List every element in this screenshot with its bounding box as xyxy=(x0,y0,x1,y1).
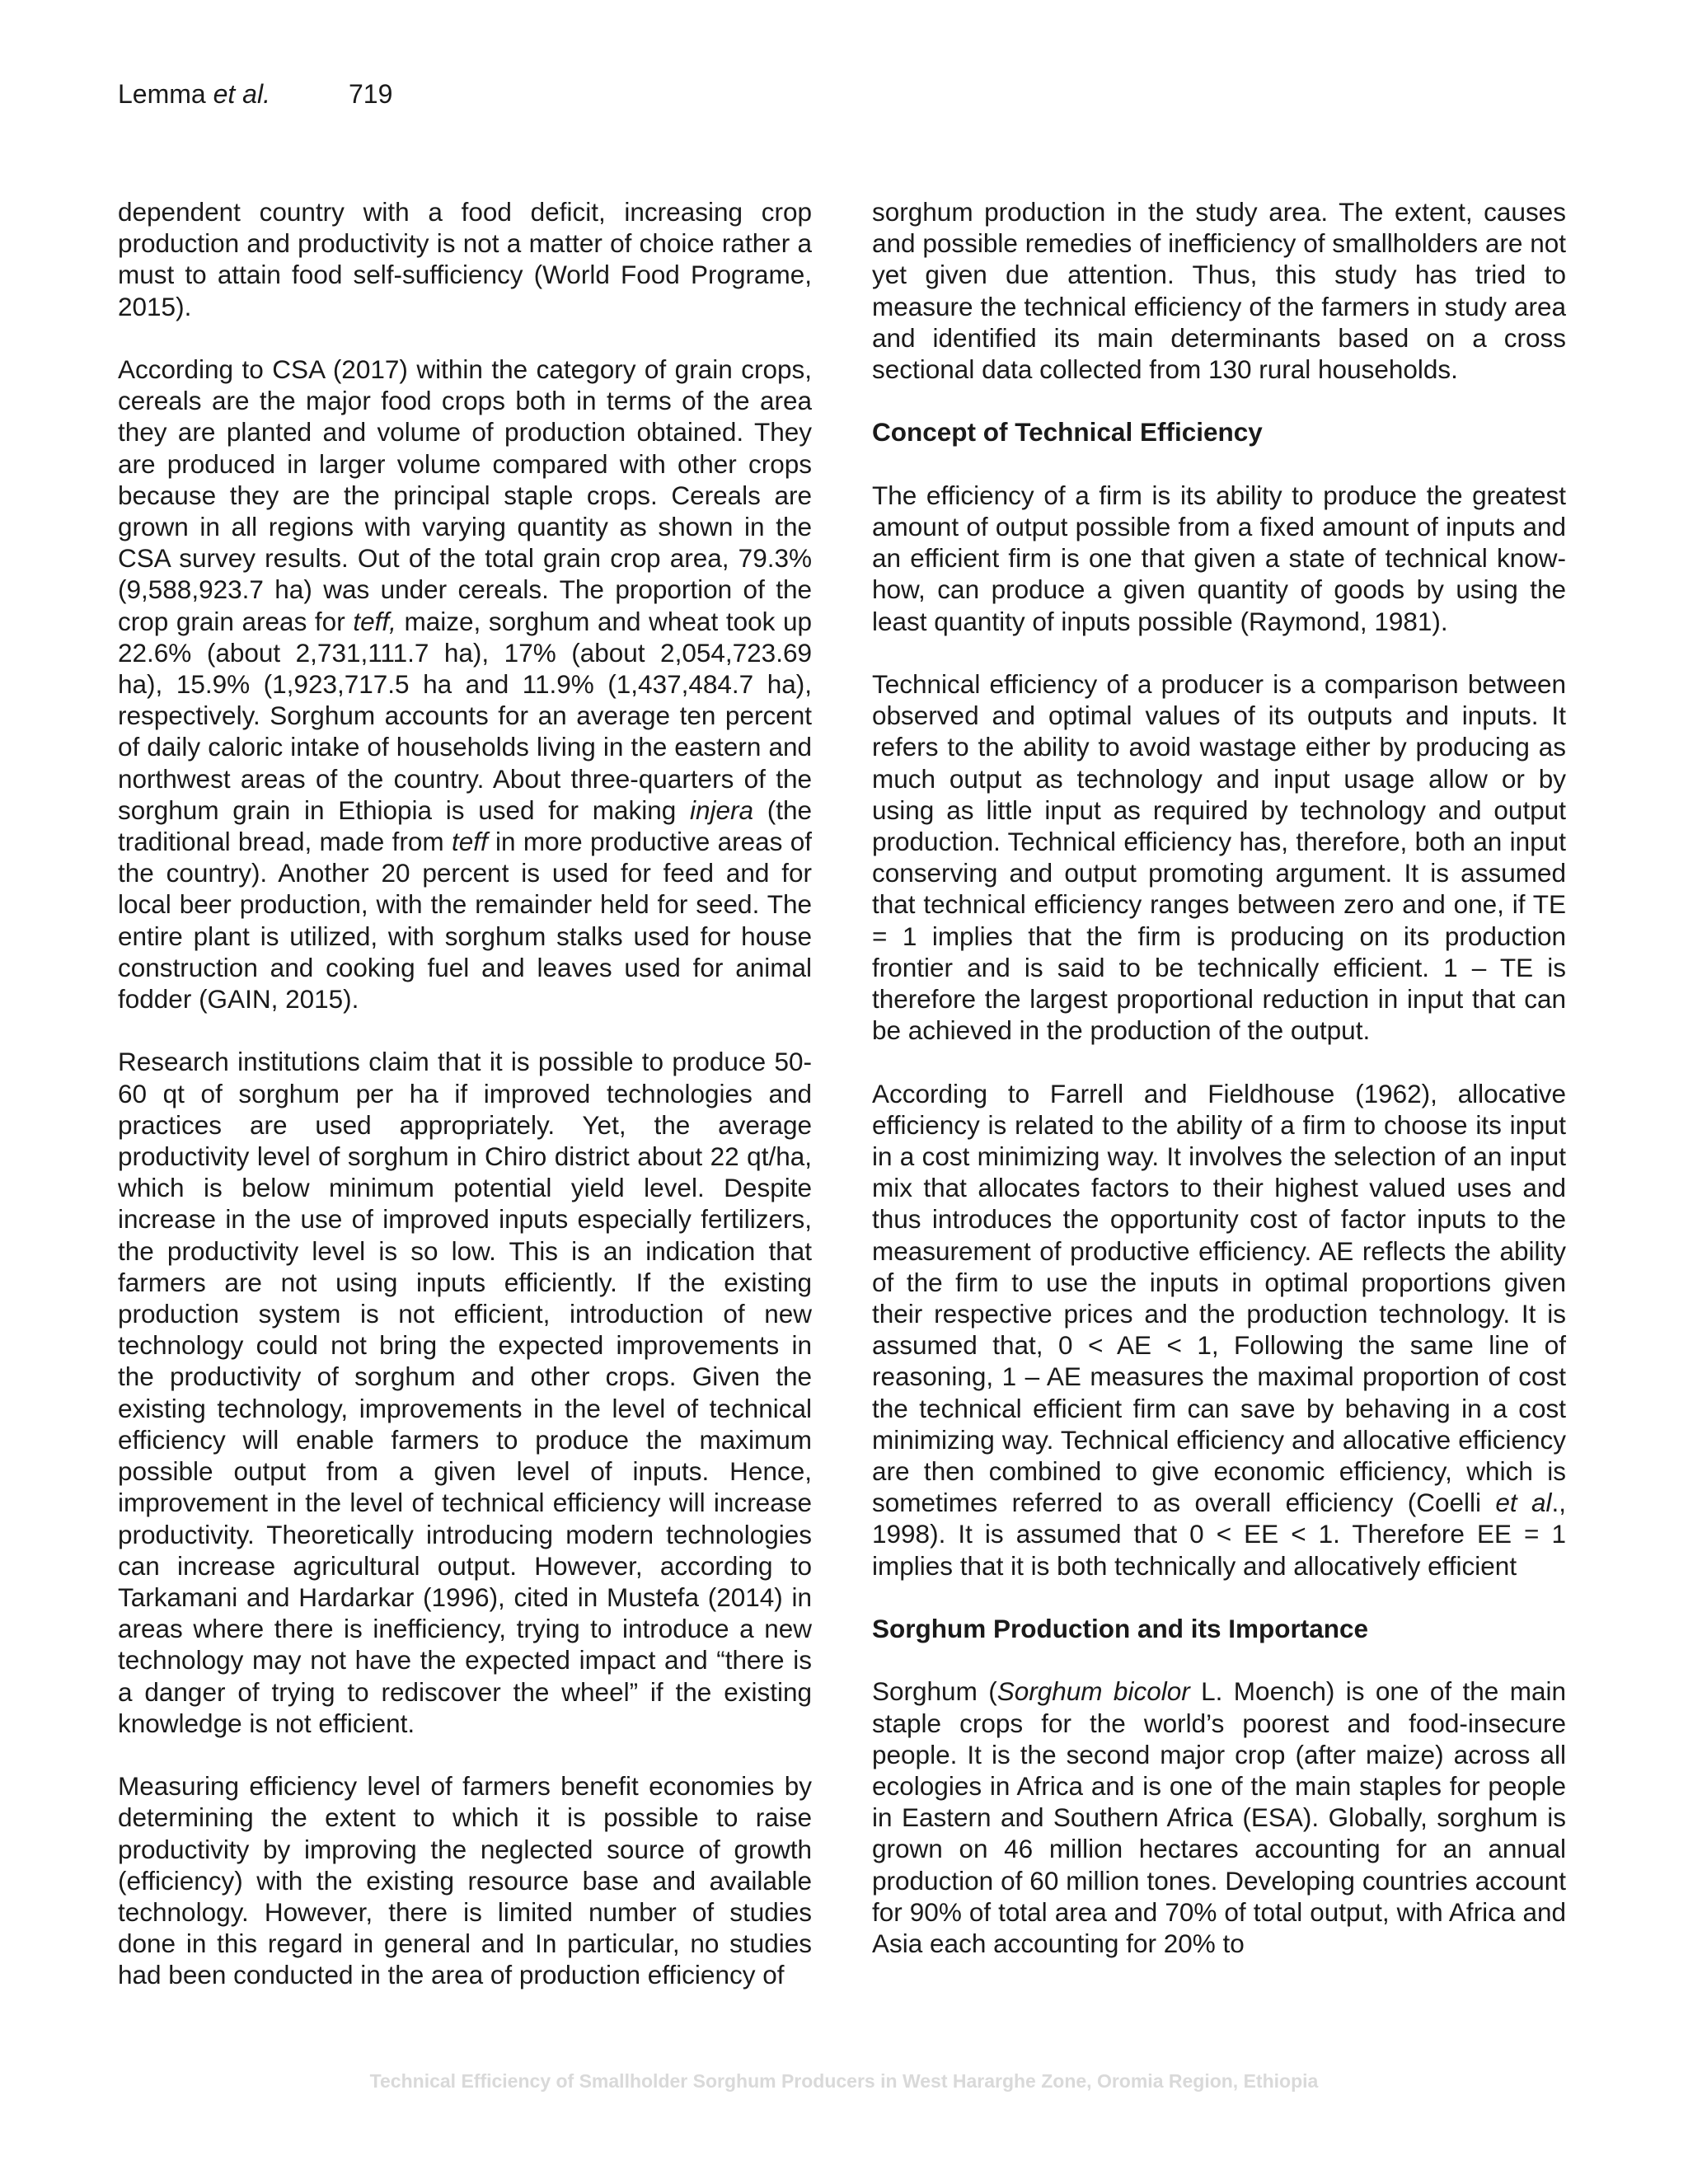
right-paragraph-5: Sorghum (Sorghum bicolor L. Moench) is one of the main staple crops for the world’s poorest and food-insecure people. It is the second major crop (after maize) across all ecologies in Africa and is one of the main staples for people in Eastern and Southern Africa (ESA). Globally, sorghum is grown on 46 million hectares accounting for an annual production of 60 million tones. Developing countries account for 90% of total area and 70% of total output, with Africa and Asia each accounting for 20% to xyxy=(872,1676,1567,1959)
left-paragraph-2: According to CSA (2017) within the category of grain crops, cereals are the major food crops both in terms of the area they are planted and volume of production obtained. They are produced in larger volume compared with other crops because they are the principal staple crops. Cereals are grown in all regions with varying quantity as shown in the CSA survey results. Out of the total grain crop area, 79.3% (9,588,923.7 ha) was under cereals. The proportion of the crop grain areas for teff, maize, sorghum and wheat took up 22.6% (about 2,731,111.7 ha), 17% (about 2,054,723.69 ha), 15.9% (1,923,717.5 ha and 11.9% (1,437,484.7 ha), respectively. Sorghum accounts for an average ten percent of daily caloric intake of households living in the eastern and northwest areas of the country. About three-quarters of the sorghum grain in Ethiopia is used for making injera (the traditional bread, made from teff in more productive areas of the country). Another 20 percent is used for feed and for local beer production, with the remainder held for seed. The entire plant is utilized, with sorghum stalks used for house construction and cooking fuel and leaves used for animal fodder (GAIN, 2015). xyxy=(118,354,813,1015)
left-paragraph-4: Measuring efficiency level of farmers benefit economies by determining the extent to which it is possible to raise productivity by improving the neglected source of growth (efficiency) with the existing resource base and available technology. However, there is limited number of studies done in this regard in general and In particular, no studies had been conducted in the area of production efficiency of xyxy=(118,1771,812,1990)
right-paragraph-4: According to Farrell and Fieldhouse (1962), allocative efficiency is related to the ability of a firm to choose its input in a cost minimizing way. It involves the selection of an input mix that allocates factors to their highest valued uses and thus introduces the opportunity cost of factor inputs to the measurement of productive efficiency. AE reflects the ability of the firm to use the inputs in optimal proportions given their respective prices and the production technology. It is assumed that, 0 < AE < 1, Following the same line of reasoning, 1 – AE measures the maximal proportion of cost the technical efficient firm can save by behaving in a cost minimizing way. Technical efficiency and allocative efficiency are then combined to give economic efficiency, which is sometimes referred to as overall efficiency (Coelli et al., 1998). It is assumed that 0 < EE < 1. Therefore EE = 1 implies that it is both technically and allocatively efficient xyxy=(872,1078,1566,1581)
header-authors-name: Lemma xyxy=(118,79,213,109)
left-paragraph-1: dependent country with a food deficit, increasing crop production and productivity is not a matter of choice rather a must to attain food self-sufficiency (World Food Programe, 2015). xyxy=(118,197,812,321)
left-column xyxy=(118,196,812,2022)
section-heading-sorghum-production: Sorghum Production and its Importance xyxy=(872,1614,1369,1644)
section-heading-technical-efficiency: Concept of Technical Efficiency xyxy=(872,417,1263,448)
running-footer-title: Technical Efficiency of Smallholder Sorghum Producers in West Hararghe Zone, Oromia Region, Ethiopia xyxy=(369,2070,1319,2092)
left-paragraph-3: Research institutions claim that it is possible to produce 50-60 qt of sorghum per ha if improved technologies and practices are used appropriately. Yet, the average productivity level of sorghum in Chiro district about 22 qt/ha, which is below minimum potential yield level. Despite increase in the use of improved inputs especially fertilizers, the productivity level is so low. This is an indication that farmers are not using inputs efficiently. If the existing production system is not efficient, introduction of new technology could not bring the expected improvements in the productivity of sorghum and other crops. Given the existing technology, improvements in the level of technical efficiency will enable farmers to produce the maximum possible output from a given level of inputs. Hence, improvement in the level of technical efficiency will increase productivity. Theoretically introducing modern technologies can increase agricultural output. However, according to Tarkamani and Hardarkar (1996), cited in Mustefa (2014) in areas where there is inefficiency, trying to introduce a new technology may not have the expected impact and “there is a danger of trying to rediscover the wheel” if the existing knowledge is not efficient. xyxy=(118,1047,812,1738)
right-paragraph-2: The efficiency of a firm is its ability to produce the greatest amount of output possible from a fixed amount of inputs and an efficient firm is one that given a state of technical know-how, can produce a given quantity of goods by using the least quantity of inputs possible (Raymond, 1981). xyxy=(872,480,1566,636)
running-header xyxy=(118,77,392,110)
right-paragraph-3: Technical efficiency of a producer is a comparison between observed and optimal values of its outputs and inputs. It refers to the ability to avoid wastage either by producing as much output as technology and input usage allow or by using as little input as required by technology and output production. Technical efficiency has, therefore, both an input conserving and output promoting argument. It is assumed that technical efficiency ranges between zero and one, if TE = 1 implies that the firm is producing on its production frontier and is said to be technically efficient. 1 – TE is therefore the largest proportional reduction in input that can be achieved in the production of the output. xyxy=(872,669,1566,1046)
header-authors xyxy=(118,77,349,110)
right-column xyxy=(872,196,1566,1990)
right-paragraph-1: sorghum production in the study area. The extent, causes and possible remedies of inefficiency of smallholders are not yet given due attention. Thus, this study has tried to measure the technical efficiency of the farmers in study area and identified its main determinants based on a cross sectional data collected from 130 rural households. xyxy=(872,197,1566,385)
header-authors-etal: et al. xyxy=(213,79,270,109)
page-number: 719 xyxy=(349,79,393,109)
